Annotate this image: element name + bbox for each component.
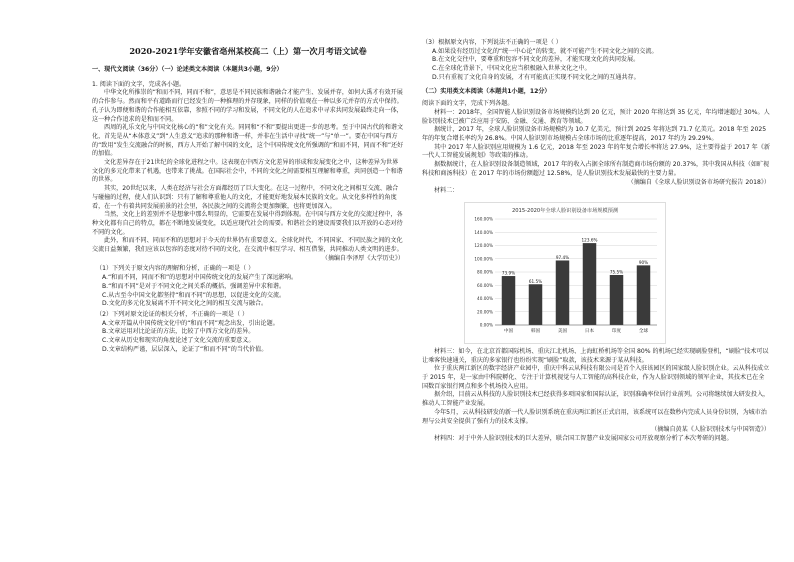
- question-stem: （1）下列关于原文内容的理解和分析，正确的一项是（ ）: [96, 265, 255, 273]
- x-tick-label: 印度: [611, 328, 622, 334]
- y-tick-label: 0.00%: [479, 322, 493, 328]
- data-label: 123.6%: [581, 237, 598, 243]
- x-tick-label: 韩国: [530, 328, 541, 334]
- paragraph: 据数据统计，在人脸识别设备制造领域，2017 年的收入占据全球所有制造商市场份额的 20.37%，其中我国从科技（如旷视科技和商汤科技）在 2017 年的市场份额超过 12.58%，是人脸识别技术发展最快的主要力量。: [422, 161, 770, 177]
- bar: [556, 260, 570, 325]
- option-a[interactable]: A.文章开篇从中国传统文化中的“和而不同”观念出发，引出论题。: [102, 319, 279, 327]
- paragraph: 中华文化所推崇的“和而不同，同而不和”，意思是不同民族和谐融合才能产生、发展并存，如何大禹才有效开展的合作参与。然而和平有道路而行已经发生的一种推理的并存现象，同样的价值观在一种以多元并存的方式中保持。孔子认为即便和谐的合作能相互依靠，参照不同的学习和发展，不同文化的人在追求中寻求共同发展最终走向一体，这一种合作追求的是和而不同。: [92, 89, 403, 123]
- data-label: 75.5%: [609, 269, 624, 275]
- question-stem: （3）根据原文内容，下列说法不正确的一项是（ ）: [422, 39, 562, 46]
- data-label: 97.4%: [555, 254, 570, 260]
- paragraph: 文化差异存在于21世纪的全球化进程之中。这表现在中西方文化差异的形成和发展变化之中，这种差异为世界文化的多元化带来了机遇，也带来了挑战。在国际社会中，不同的文化之间需要相互理解和尊重，共同创造一个和谐的世界。: [92, 159, 403, 184]
- option-c[interactable]: C.文章从历史和现实的角度论述了文化交流的重要意义。: [102, 337, 255, 345]
- option-d[interactable]: D.文章结构严谨，层层深入，论证了“和而不同”的当代价值。: [102, 345, 268, 353]
- y-tick-label: 60.00%: [477, 282, 493, 288]
- chart-svg: [465, 203, 665, 343]
- section-heading: 一、现代文阅读（36分）（一）论述类文本阅读（本题共3小题，9分）: [92, 66, 283, 73]
- page-title: 2020-2021学年安徽省亳州某校高二（上）第一次月考语文试卷: [129, 46, 367, 56]
- y-tick-label: 80.00%: [477, 269, 493, 275]
- paragraph: 此外，和而不同、同而不和的思想对于今天的世界仍有重要意义。全球化时代，不同国家、不同民族之间的文化交流日益频繁，我们应该以包容的态度对待不同的文化，在交流中相互学习、相互借鉴，共同推动人类文明的进步。: [92, 237, 403, 254]
- bar: [610, 275, 624, 325]
- data-label: 61.5%: [528, 278, 543, 284]
- paragraph: 材料三：如今，在北京首都国际机场、重庆江北机场、上海虹桥机场等全国 80% 的机场已经实现刷脸登机，“刷脸”技术可以让乘客快速通关，重庆的多家银行也纷纷实现“刷脸”取款，该技术来源于某从科技。: [422, 347, 769, 364]
- y-tick-label: 20.00%: [477, 309, 493, 315]
- section-heading: （二）实用类文本阅读（本题共1小题，12分）: [422, 87, 551, 95]
- question-intro: 阅读下面的文字，完成下列各题。: [422, 100, 514, 108]
- source-note: （摘编自《全球人脸识别设备市场研究报告 2018》）: [627, 178, 770, 186]
- paragraph: 材料四：对于中外人脸识别技术的巨大差异，联合国工智慧产业发展国家公司开放观察分析了本次考研的问题。: [434, 434, 733, 442]
- source-note: （摘编自黄某《人脸识别技术与中国智造》）: [651, 426, 770, 434]
- bar: [583, 243, 597, 325]
- material-1: [422, 109, 770, 126]
- bar: [529, 284, 543, 325]
- option-d[interactable]: D.只有重视了文化自身的发展，才有可能真正实现不同文化之间的互通共存。: [432, 73, 640, 81]
- bar-chart: [464, 202, 666, 344]
- option-c[interactable]: C.从古至今中国文化都坚持“和而不同”的思想，以促进文化的交流。: [102, 291, 286, 299]
- data-label: 90%: [638, 259, 649, 265]
- y-tick-label: 100.00%: [474, 256, 493, 262]
- bar: [637, 265, 651, 325]
- y-tick-label: 140.00%: [474, 229, 493, 235]
- option-d[interactable]: D.文化的多元化发展离不开不同文化之间的相互交流与融合。: [102, 300, 268, 308]
- x-tick-label: 美国: [557, 328, 568, 334]
- paragraph: 其中 2017 年人脸识别应用规模为 1.6 亿元，2018 年至 2023 年的年复合增长率将达 27.9%，这主要得益于 2017 年《新一代人工智能发展规划》等政策的推动。: [422, 143, 770, 160]
- y-tick-label: 120.00%: [474, 242, 493, 248]
- option-b[interactable]: B.文章运用对比论证的方法，比较了中西方文化的差异。: [102, 328, 255, 336]
- question-stem: （2）下列对原文论证的相关分析，不正确的一项是（ ）: [96, 310, 249, 318]
- right-column: [422, 37, 770, 444]
- paragraph: 西周的礼乐文化与中国文化核心的“和”文化有关。同同和“不和”要提出更进一步的思考。至于中国古代的和谐文化，首先是从“本体意义”到“人生意义”追求的那种和谐一样，并非在生活中寻找“统一”与“单一”。要在中国与西方的“致用”发生交流融合的时候，西方人开始了解中国的文化，这个中国传统文化所强调的“和而不同，同而不和”还好的加值。: [92, 124, 404, 158]
- x-tick-label: 中国: [503, 328, 514, 334]
- question-intro: 1. 阅读下面的文字，完成各小题。: [92, 80, 186, 88]
- material-label: 材料二：: [434, 187, 459, 195]
- option-a[interactable]: A.如果没有经历过文化的“统一中心论”的转变，就不可能产生不同文化之间的交流。: [432, 47, 658, 55]
- material-label: 材料一：: [434, 108, 459, 116]
- paragraph: 今年5月，云从科技研发的新一代人脸识别系统在重庆两江新区正式启用，该系统可以在数秒内完成人员身份识别，为城市治理与公共安全提供了强有力的技术支撑。: [422, 408, 767, 425]
- material-text: 2018年，全国智能人脸识别设备市场规模约达到 20 亿元，预计 2020 年将达到 35 亿元，年均增速超过 30%。人脸识别技术已被广泛应用于安防、金融、交通、教育等领域。: [422, 108, 770, 125]
- source-note: （摘编自李泽厚《大学历史》）: [321, 254, 404, 262]
- paragraph: 位于重庆两江新区的数字经济产业园中，重庆中科云从科技有限公司是首个入驻该园区的国家级人脸识别企业。云从科技成立于 2015 年，是一家由中科院孵化、专注于计算机视觉与人工智能的高科技企业，作为人脸识别领域的领军企业，其技术已在全国数百家银行网点和多个机场投入应用。: [422, 365, 770, 390]
- x-tick-label: 全球: [638, 328, 649, 334]
- y-tick-label: 40.00%: [477, 295, 493, 301]
- option-a[interactable]: A.“和而不同，同而不和”的思想对中国传统文化的发展产生了深远影响。: [102, 274, 298, 282]
- option-b[interactable]: B.在文化交往中，要尊重和包容不同文化的差异，才能实现文化的共同发展。: [432, 56, 640, 64]
- option-b[interactable]: B.“和而不同”是对于不同文化之间关系的概括，强调差异中求和谐。: [102, 282, 286, 290]
- bar: [502, 276, 516, 325]
- paragraph: 据统计，2017 年，全球人脸识别设备市场规模约为 10.7 亿美元，预计到 2025 年将达到 71.7 亿美元。2018 年至 2025 年的年复合增长率约为 26.8%。中国人脸识别市场规模占全球市场的比重逐年提高，2017 年约为 29.29%。: [422, 126, 767, 143]
- left-column: [92, 64, 404, 355]
- chart-title: 2015-2020年全球人脸识别设备市场规模预测: [511, 207, 619, 214]
- paragraph: 当然，文化上的差别并不是想象中那么明显的，它需要在发展中得到体现。在中国与西方文化的交流过程中，各种文化都有自己的特点，都在不断地发展变化，以适应现代社会的需要。和谐社会的建设需要我们以开放的心态对待不同的文化。: [92, 211, 403, 236]
- x-tick-label: 日本: [584, 328, 595, 334]
- y-tick-label: 160.00%: [474, 216, 493, 222]
- paragraph: 其实，20世纪以来，人类在经济与社会方面都经历了巨大变化。在这一过程中，不同文化之间相互交流、融合与碰撞的过程，使人们认识到：只有了解和尊重他人的文化，才能更好地发展本民族的文化。从文化多样性的角度看，在一个有着共同发展前景的社会里，各民族之间的交流将会更加频繁，也将更加深入。: [92, 185, 399, 210]
- paragraph: 据介绍，目前云从科技的人脸识别技术已经获得多项国家和国际认证，识别准确率位居行业前列。公司将继续加大研发投入，推动人工智能产业发展。: [422, 391, 770, 408]
- option-c[interactable]: C.在全球化背景下，中国文化应当积极融入世界文化之中。: [432, 65, 591, 73]
- data-label: 73.9%: [501, 270, 516, 276]
